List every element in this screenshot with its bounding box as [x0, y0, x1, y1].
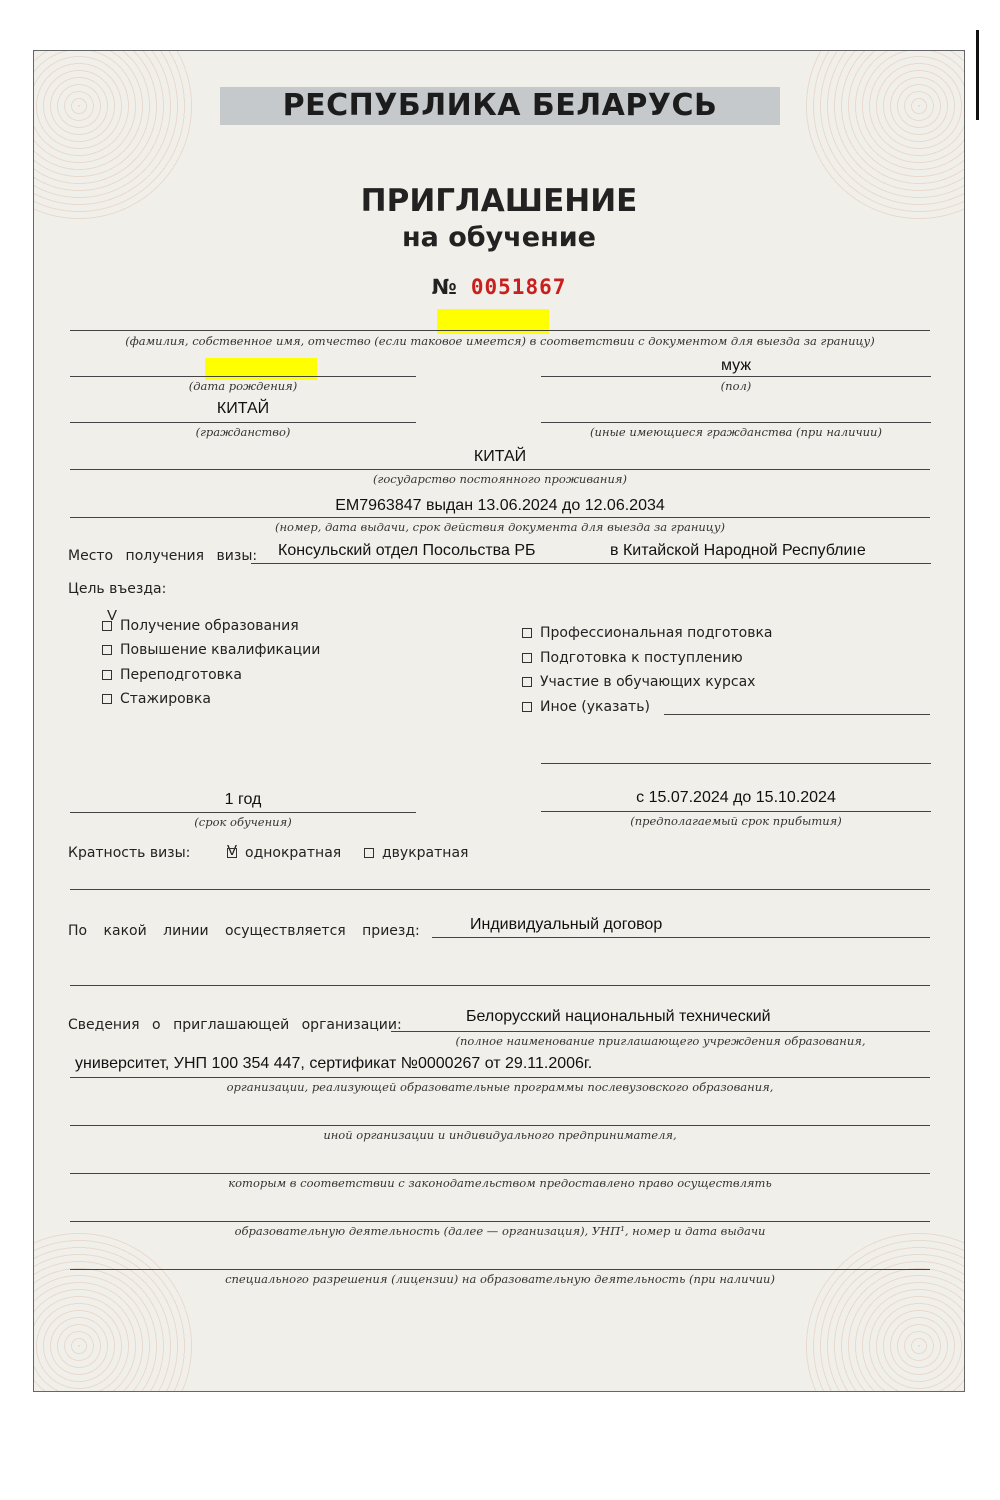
birth-line	[70, 376, 416, 377]
arrival-caption: (предполагаемый срок прибытия)	[630, 814, 842, 828]
citizenship-caption: (гражданство)	[195, 425, 291, 439]
study-term-line	[70, 812, 416, 813]
other-citizenship-line	[541, 422, 931, 423]
organization-caption-3: иной организации и индивидуального предпринимателя,	[323, 1128, 677, 1142]
citizenship-value: КИТАЙ	[216, 400, 270, 417]
sex-caption: (пол)	[720, 379, 752, 393]
study-term-value: 1 год	[224, 791, 262, 808]
organization-line-5	[70, 1221, 930, 1222]
passport-value: EM7963847 выдан 13.06.2024 до 12.06.2034	[335, 497, 665, 514]
multiplicity-line	[70, 889, 930, 890]
option-label: Участие в обучающих курсах	[540, 674, 756, 690]
other-purpose-line-2	[541, 763, 931, 764]
passport-caption: (номер, дата выдачи, срок действия документа для выезда за границу)	[275, 520, 725, 534]
purpose-option-internship[interactable]	[102, 691, 211, 707]
option-label: однократная	[245, 845, 342, 861]
organization-caption-2: организации, реализующей образовательные программы послевузовского образования,	[226, 1080, 774, 1094]
residence-caption: (государство постоянного проживания)	[373, 472, 627, 486]
arrival-line	[541, 811, 931, 812]
purpose-option-courses[interactable]	[522, 674, 755, 690]
checkbox[interactable]	[522, 653, 532, 663]
residence-line	[70, 469, 930, 470]
document-title: ПРИГЛАШЕНИЕ	[360, 183, 638, 219]
visa-place-line	[251, 563, 931, 564]
checkbox[interactable]	[227, 848, 237, 858]
option-label: Получение образования	[120, 618, 299, 634]
purpose-option-other[interactable]	[522, 699, 650, 715]
document-number-line	[34, 275, 964, 299]
purpose-label: Цель въезда:	[68, 581, 167, 597]
organization-value-1: Белорусский национальный технический	[466, 1008, 771, 1025]
option-label: Переподготовка	[120, 667, 242, 683]
organization-line	[391, 1031, 930, 1032]
passport-line	[70, 517, 930, 518]
name-line	[70, 330, 930, 331]
visa-place-value-1: Консульский отдел Посольства РБ	[278, 542, 536, 559]
checkbox[interactable]	[522, 628, 532, 638]
organization-caption-1: (полное наименование приглашающего учреждения образования,	[455, 1034, 866, 1048]
multiplicity-check-mark: V	[227, 842, 238, 859]
checkbox[interactable]	[102, 694, 112, 704]
arrival-value: с 15.07.2024 до 15.10.2024	[636, 789, 836, 806]
organization-caption-6: специального разрешения (лицензии) на образовательную деятельность (при наличии)	[225, 1272, 775, 1286]
multiplicity-single[interactable]	[227, 845, 341, 861]
organization-caption-4: которым в соответствии с законодательством предоставлено право осуществлять	[228, 1176, 772, 1190]
invitation-document	[33, 50, 965, 1392]
purpose-option-preparation[interactable]	[522, 650, 743, 666]
arrival-basis-label: По какой линии осуществляется приезд:	[68, 923, 420, 939]
page-edge-mark	[976, 30, 979, 120]
arrival-basis-line	[432, 937, 930, 938]
other-purpose-line	[664, 714, 930, 715]
visa-place-label: Место получения визы:	[68, 548, 258, 564]
number-sign: №	[431, 275, 457, 299]
multiplicity-double[interactable]	[364, 845, 468, 861]
purpose-option-retraining[interactable]	[102, 667, 242, 683]
purpose-check-mark: V	[107, 607, 118, 624]
arrival-basis-line-2	[70, 985, 930, 986]
multiplicity-label: Кратность визы:	[68, 845, 191, 861]
purpose-option-qualification[interactable]	[102, 642, 320, 658]
organization-value-2: университет, УНП 100 354 447, сертификат №0000267 от 29.11.2006г.	[75, 1055, 593, 1072]
citizenship-line	[70, 422, 416, 423]
purpose-option-professional[interactable]	[522, 625, 772, 641]
checkbox[interactable]	[102, 645, 112, 655]
option-label: Профессиональная подготовка	[540, 625, 773, 641]
organization-line-6	[70, 1269, 930, 1270]
sex-value: муж	[720, 357, 752, 374]
checkbox[interactable]	[102, 621, 112, 631]
visa-place-value-2: в Китайской Народной Республиıе	[610, 542, 866, 559]
organization-caption-5: образовательную деятельность (далее — организация), УНП¹, номер и дата выдачи	[234, 1224, 766, 1238]
organization-label: Сведения о приглашающей организации:	[68, 1017, 402, 1033]
purpose-option-education[interactable]	[102, 618, 299, 634]
option-label: Иное (указать)	[540, 699, 650, 715]
country-banner: РЕСПУБЛИКА БЕЛАРУСЬ	[220, 87, 780, 125]
other-citizenship-caption: (иные имеющиеся гражданства (при наличии)	[590, 425, 882, 439]
option-label: Стажировка	[120, 691, 211, 707]
checkbox[interactable]	[522, 677, 532, 687]
document-subtitle: на обучение	[401, 222, 596, 253]
option-label: двукратная	[382, 845, 469, 861]
document-number: 0051867	[470, 275, 567, 299]
birth-caption: (дата рождения)	[188, 379, 298, 393]
option-label: Повышение квалификации	[120, 642, 321, 658]
organization-line-4	[70, 1173, 930, 1174]
checkbox[interactable]	[102, 670, 112, 680]
guilloche-ornament	[804, 1231, 965, 1392]
option-label: Подготовка к поступлению	[540, 650, 743, 666]
arrival-basis-value: Индивидуальный договор	[470, 916, 663, 933]
residence-value: КИТАЙ	[473, 448, 527, 465]
sex-line	[541, 376, 931, 377]
study-term-caption: (срок обучения)	[194, 815, 292, 829]
checkbox[interactable]	[522, 702, 532, 712]
organization-line-3	[70, 1125, 930, 1126]
guilloche-ornament	[33, 1231, 194, 1392]
checkbox[interactable]	[364, 848, 374, 858]
organization-line-2	[70, 1077, 930, 1078]
name-caption: (фамилия, собственное имя, отчество (если таковое имеется) в соответствии с документом для выезда за границу)	[125, 334, 875, 348]
